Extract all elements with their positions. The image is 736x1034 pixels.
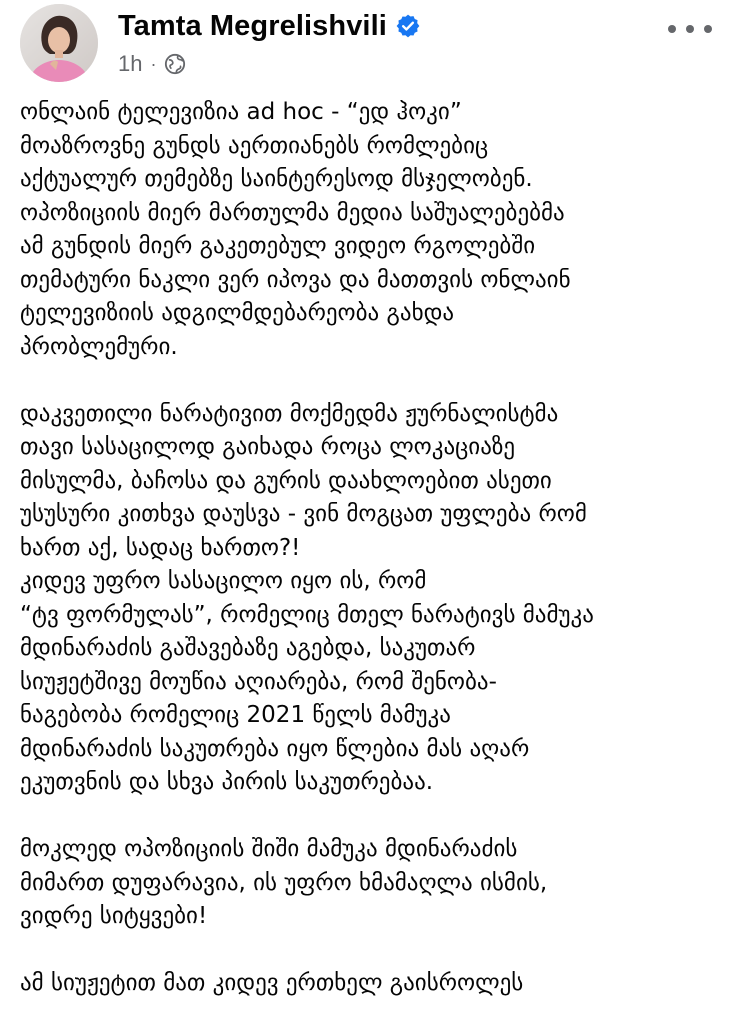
post-text-line: “ტვ ფორმულას”, რომელიც მთელ ნარატივს მამუკა <box>20 601 594 628</box>
post-text-line: ოპოზიციის მიერ მართულმა მედია საშუალებებმა <box>20 199 565 226</box>
post-text-line: მოკლედ ოპოზიციის შიში მამუკა მდინარაძის <box>20 836 518 862</box>
more-options-icon[interactable] <box>668 16 712 42</box>
post-text-line: პრობლემური. <box>20 333 178 360</box>
post-text-line: მოაზროვნე გუნდს აერთიანებს რომლებიც <box>20 132 489 159</box>
post-text-line: ტელევიზიის ადგილმდებარეობა გახდა <box>20 300 455 326</box>
post-text-line: აქტუალურ თემებზე საინტერესოდ მსჯელობენ. <box>20 166 533 192</box>
post-text-line: სიუჟეტშივე მოუწია აღიარება, რომ შენობა- <box>20 668 497 695</box>
post-paragraph <box>20 398 720 800</box>
post-paragraph <box>20 96 720 364</box>
post-text-line: ამ სიუჟეტით მათ კიდევ ერთხელ გაისროლეს <box>20 970 524 996</box>
verified-badge-icon <box>395 13 421 39</box>
post-text-line: ეკუთვნის და სხვა პირის საკუთრებაა. <box>20 769 434 795</box>
meta-separator: · <box>150 54 157 74</box>
profile-photo-icon <box>20 4 98 82</box>
post-text-line: ამ გუნდის მიერ გაკეთებულ ვიდეო რგოლებში <box>20 233 536 259</box>
post-text-line: მიმართ დუფარავია, ის უფრო ხმამაღლა ისმის, <box>20 869 548 896</box>
post-text-line: ონლაინ ტელევიზია ad hoc - “ედ ჰოკი” <box>20 99 462 125</box>
post-time[interactable]: 1h <box>118 51 143 76</box>
globe-icon[interactable] <box>164 53 186 75</box>
post-paragraph <box>20 833 720 934</box>
post-text-line: დაკვეთილი ნარატივით მოქმედმა ჟურნალისტმა <box>20 400 559 427</box>
post-text-line: თავი სასაცილოდ გაიხადა როცა ლოკაციაზე <box>20 434 516 460</box>
avatar[interactable] <box>20 4 98 82</box>
post-text-line: მდინარაძის საკუთრება იყო წლებია მას აღარ <box>20 735 530 762</box>
post-header <box>20 4 716 84</box>
post-paragraph <box>20 967 720 1001</box>
post-text-line: კიდევ უფრო სასაცილო იყო ის, რომ <box>20 568 427 594</box>
post-body <box>20 96 720 1034</box>
post-meta <box>118 50 186 78</box>
author-line <box>118 8 421 44</box>
post-text-line: მდინარაძის გაშავებაზე აგებდა, საკუთარ <box>20 635 476 661</box>
post-text-line: მისულმა, ბაჩოსა და გურის დაახლოებით ასეთი <box>20 467 552 494</box>
post-text-line: უსუსური კითხვა დაუსვა - ვინ მოგცათ უფლება რომ <box>20 501 587 527</box>
post-text-line: თემატური ნაკლი ვერ იპოვა და მათთვის ონლაინ <box>20 266 571 293</box>
post-text-line: ნაგებობა რომელიც 2021 წელს მამუკა <box>20 702 451 728</box>
post-text-line: ხართ აქ, სადაც ხართო?! <box>20 534 301 561</box>
author-name[interactable]: Tamta Megrelishvili <box>118 9 387 42</box>
post-text-line: ვიდრე სიტყვები! <box>20 903 208 929</box>
